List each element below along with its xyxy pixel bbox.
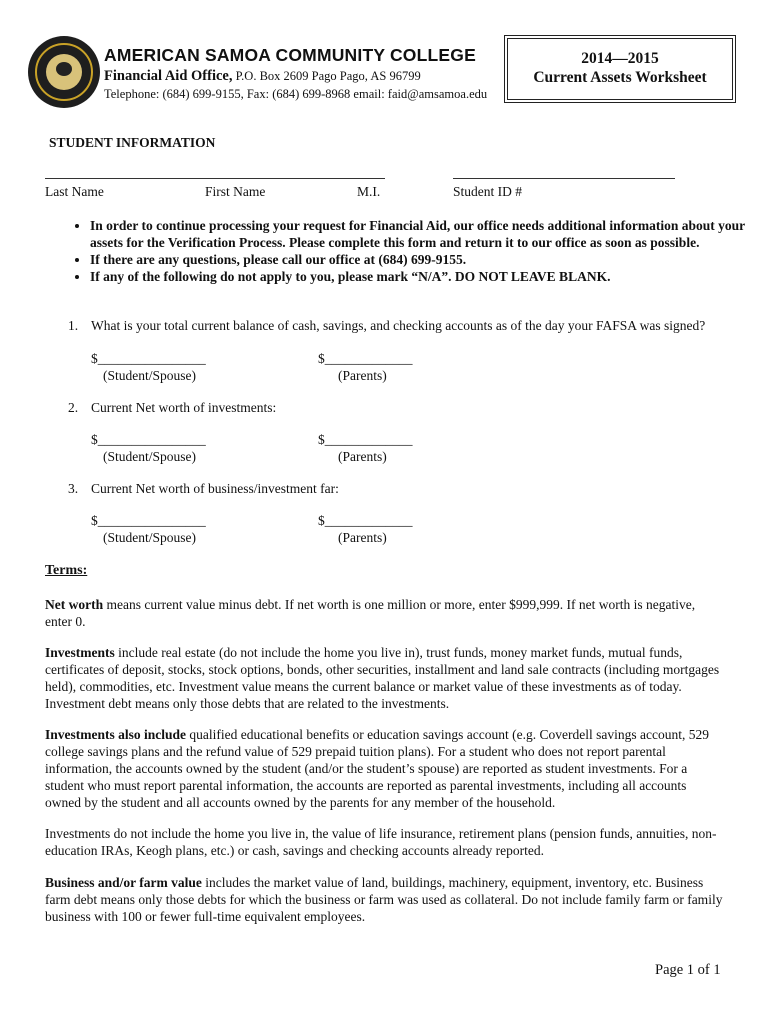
investments-definition <box>45 644 725 712</box>
student-spouse-label: (Student/Spouse) <box>103 368 196 383</box>
address-text: P.O. Box 2609 Pago Pago, AS 96799 <box>232 69 421 83</box>
instructions-list <box>62 217 760 285</box>
first-name-label: First Name <box>205 184 266 199</box>
net-worth-definition <box>45 596 725 630</box>
instruction-item: • If any of the following do not apply to you, please mark “N/A”. DO NOT LEAVE BLANK. <box>90 268 760 285</box>
student-id-label: Student ID # <box>453 184 522 199</box>
mi-label: M.I. <box>357 184 381 199</box>
parents-label: (Parents) <box>338 530 387 545</box>
parent-amount-field[interactable]: $_____________ <box>318 513 413 528</box>
worksheet-title: Current Assets Worksheet <box>533 69 707 86</box>
office-address <box>104 68 421 85</box>
last-name-label: Last Name <box>45 184 104 199</box>
student-spouse-label: (Student/Spouse) <box>103 449 196 464</box>
question-text: Current Net worth of business/investment far: <box>91 481 339 496</box>
question-text: What is your total current balance of cash, savings, and checking accounts as of the day your FAFSA was signed? <box>91 318 706 333</box>
page-number: Page 1 of 1 <box>655 962 721 978</box>
award-year: 2014—2015 <box>581 50 659 67</box>
parent-amount-field[interactable]: $_____________ <box>318 351 413 366</box>
business-farm-definition <box>45 874 725 925</box>
student-amount-field[interactable]: $________________ <box>91 513 206 528</box>
term-name: Investments also include <box>45 727 187 742</box>
student-info-heading: STUDENT INFORMATION <box>49 135 216 150</box>
investments-also-definition <box>45 726 725 811</box>
question-number: 2. <box>68 400 79 415</box>
term-name: Business and/or farm value <box>45 875 202 890</box>
worksheet-title-box <box>507 38 733 100</box>
student-spouse-label: (Student/Spouse) <box>103 530 196 545</box>
term-name: Investments <box>45 645 115 660</box>
terms-heading: Terms: <box>45 563 88 578</box>
student-id-entry-line[interactable] <box>453 178 675 179</box>
term-text: include real estate (do not include the home you live in), trust funds, money market funds, mutual funds, certificates of deposit, stocks, stock options, bonds, other securities, installment and land sale contracts (including mortgages held), commodities, etc. Investment value means the current balance or market value of these investments as of today. Investment debt means only those debts that are related to the investments. <box>45 645 720 711</box>
student-amount-field[interactable]: $________________ <box>91 351 206 366</box>
contact-info: Telephone: (684) 699-9155, Fax: (684) 699-8968 email: faid@amsamoa.edu <box>104 87 488 101</box>
investments-exclusion-text: Investments do not include the home you live in, the value of life insurance, retirement plans (pension funds, annuities, non-education IRAs, Keogh plans, etc.) or cash, savings and checking accounts already reported. <box>45 826 717 858</box>
office-name: Financial Aid Office, <box>104 68 233 84</box>
student-amount-field[interactable]: $________________ <box>91 432 206 447</box>
parents-label: (Parents) <box>338 368 387 383</box>
college-seal-logo <box>28 36 100 108</box>
question-number: 3. <box>68 481 79 496</box>
term-text: includes the market value of land, buildings, machinery, equipment, inventory, etc. Business farm debt means only those debts for which the business or farm was used as collateral. Do not include family farm or family business with 100 or fewer full-time equivalent employees. <box>45 875 723 924</box>
instruction-item: • If there are any questions, please call our office at (684) 699-9155. <box>90 251 760 268</box>
term-text: means current value minus debt. If net worth is one million or more, enter $999,999. If net worth is negative, enter 0. <box>45 597 696 629</box>
instruction-item: • In order to continue processing your request for Financial Aid, our office needs additional information about your assets for the Verification Process. Please complete this form and return it to our office as soon as possible. <box>90 217 760 251</box>
term-name: Net worth <box>45 597 104 612</box>
question-number: 1. <box>68 318 79 333</box>
parent-amount-field[interactable]: $_____________ <box>318 432 413 447</box>
parents-label: (Parents) <box>338 449 387 464</box>
term-text: qualified educational benefits or education savings account (e.g. Coverdell savings account, 529 college savings plans and the refund value of 529 prepaid tuition plans). For a student who does not report parental information, the accounts owned by the student (and/or the student’s spouse) are reported as student investments. For a student who must report parental information, the accounts are reported as parental investments, including all accounts owned by the student and all accounts owned by the parents for any member of the household. <box>45 727 709 810</box>
name-entry-line[interactable] <box>45 178 385 179</box>
question-text: Current Net worth of investments: <box>91 400 277 415</box>
college-name: AMERICAN SAMOA COMMUNITY COLLEGE <box>104 45 476 65</box>
